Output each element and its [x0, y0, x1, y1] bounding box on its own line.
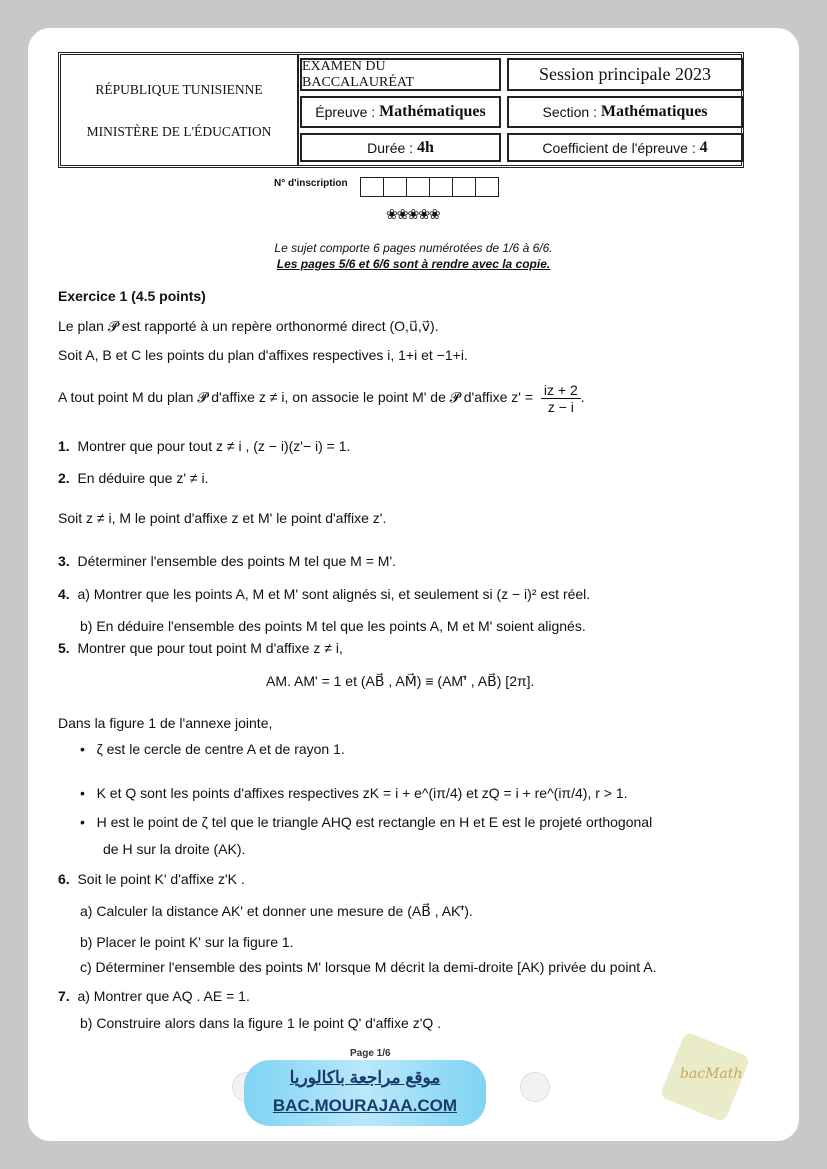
exam-title: EXAMEN DU BACCALAURÉAT [300, 58, 501, 91]
question-2 [58, 470, 208, 486]
fraction-denominator: z − i [547, 399, 574, 415]
intro-line-1: Le plan 𝓟 est rapporté à un repère orthonormé direct (O,u⃗,v⃗). [58, 318, 439, 334]
coef-label: Coefficient de l'épreuve : [542, 139, 696, 156]
intro-line-3: A tout point M du plan 𝓟 d'affixe z ≠ i, on associe le point M' de 𝓟 d'affixe z' = $\frac{iz + 2}{z - i}$ . [58, 382, 585, 415]
country-name: RÉPUBLIQUE TUNISIENNE [95, 82, 263, 97]
note-pages: Le sujet comporte 6 pages numérotées de 1/6 à 6/6. [274, 241, 553, 255]
question-1 [58, 438, 350, 454]
bullet-text: K et Q sont les points d'affixes respectives zK = i + e^(iπ/4) et zQ = i + re^(iπ/4), r > 1. [96, 785, 628, 801]
inscription-box[interactable] [452, 177, 476, 197]
bullet-text: ζ est le cercle de centre A et de rayon 1. [96, 741, 345, 757]
ministry-name: MINISTÈRE DE L'ÉDUCATION [86, 124, 272, 139]
question-3 [58, 553, 396, 569]
bullet-1: • ζ est le cercle de centre A et de rayon 1. [80, 741, 345, 757]
question-5-formula: AM. AM' = 1 et (AB⃗ , AM⃗) ≡ (AM'⃗ , AB⃗) [2π]. [266, 673, 535, 689]
fraction [541, 382, 581, 415]
soit-line: Soit z ≠ i, M le point d'affixe z et M' le point d'affixe z'. [58, 510, 387, 526]
note-return: Les pages 5/6 et 6/6 sont à rendre avec la copie. [276, 257, 551, 271]
question-6a: a) Calculer la distance AK' et donner une mesure de (AB⃗ , AK'⃗). [80, 903, 473, 919]
duree-cell [300, 133, 501, 162]
intro-line-3-text: A tout point M du plan 𝓟 d'affixe z ≠ i, on associe le point M' de 𝓟 d'affixe z' = [58, 389, 534, 406]
question-text: Montrer que pour tout z ≠ i , (z − i)(z'− i) = 1. [77, 438, 351, 454]
inscription-box[interactable] [383, 177, 407, 197]
question-number: 5. [58, 640, 70, 656]
question-7b: b) Construire alors dans la figure 1 le point Q' d'affixe z'Q . [80, 1015, 442, 1031]
epreuve-value: Mathématiques [379, 103, 486, 120]
header-table [58, 52, 744, 168]
question-number: 7. [58, 988, 70, 1004]
session-title: Session principale 2023 [507, 58, 743, 91]
annexe-line: Dans la figure 1 de l'annexe jointe, [58, 715, 273, 731]
question-text: Déterminer l'ensemble des points M tel que M = M'. [77, 553, 397, 569]
question-text: Montrer que pour tout point M d'affixe z ≠ i, [77, 640, 343, 656]
question-7 [58, 988, 250, 1004]
epreuve-cell [300, 96, 501, 128]
banner-url[interactable]: BAC.MOURAJAA.COM [272, 1096, 458, 1115]
inscription-box[interactable] [360, 177, 384, 197]
epreuve-label: Épreuve : [315, 104, 376, 120]
inscription-box[interactable] [475, 177, 499, 197]
question-text: Soit le point K' d'affixe z'K . [77, 871, 245, 887]
question-number: 1. [58, 438, 70, 454]
banner-arabic[interactable]: موقع مراجعة باكالوريا [289, 1068, 441, 1087]
section-value: Mathématiques [600, 103, 708, 120]
question-text: a) Montrer que AQ . AE = 1. [77, 988, 250, 1004]
coef-cell [507, 133, 743, 162]
question-number: 4. [58, 586, 70, 602]
inscription-label: N° d'inscription [274, 178, 348, 189]
bacmath-watermark: bacMath [680, 1066, 743, 1082]
ornament-icon: ❀❀❀❀❀ [386, 206, 440, 222]
fraction-numerator: iz + 2 [541, 382, 581, 399]
header-left [61, 55, 299, 165]
inscription-box[interactable] [429, 177, 453, 197]
question-number: 2. [58, 470, 70, 486]
section-cell [507, 96, 743, 128]
duree-label: Durée : [367, 139, 414, 156]
question-6c: c) Déterminer l'ensemble des points M' lorsque M décrit la demi-droite [AK) privée du point A. [80, 959, 657, 975]
question-6b: b) Placer le point K' sur la figure 1. [80, 934, 294, 950]
question-4b: b) En déduire l'ensemble des points M tel que les points A, M et M' soient alignés. [80, 618, 586, 634]
bullet-3: • H est le point de ζ tel que le triangle AHQ est rectangle en H et E est le projeté orthogonal [80, 814, 653, 830]
inscription-boxes[interactable] [361, 177, 499, 197]
inscription-box[interactable] [406, 177, 430, 197]
coef-value: 4 [699, 138, 708, 156]
section-label: Section : [542, 104, 597, 120]
question-number: 3. [58, 553, 70, 569]
question-6 [58, 871, 245, 887]
exam-page [28, 28, 799, 1141]
bullet-text: H est le point de ζ tel que le triangle AHQ est rectangle en H et E est le projeté orthogonal [96, 814, 653, 830]
question-text: En déduire que z' ≠ i. [77, 470, 209, 486]
bullet-2: • K et Q sont les points d'affixes respectives zK = i + e^(iπ/4) et zQ = i + re^(iπ/4), r > 1. [80, 785, 628, 801]
bullet-3-cont: de H sur la droite (AK). [103, 841, 246, 857]
question-number: 6. [58, 871, 70, 887]
intro-line-2: Soit A, B et C les points du plan d'affixes respectives i, 1+i et −1+i. [58, 347, 468, 363]
question-4 [58, 586, 590, 602]
site-logo-icon [520, 1072, 550, 1102]
question-text: a) Montrer que les points A, M et M' sont alignés si, et seulement si (z − i)² est réel. [77, 586, 591, 602]
site-banner[interactable] [244, 1060, 486, 1126]
question-5 [58, 640, 343, 656]
page-number: Page 1/6 [350, 1048, 391, 1059]
duree-value: 4h [416, 138, 434, 156]
exercise-title: Exercice 1 (4.5 points) [58, 288, 206, 304]
